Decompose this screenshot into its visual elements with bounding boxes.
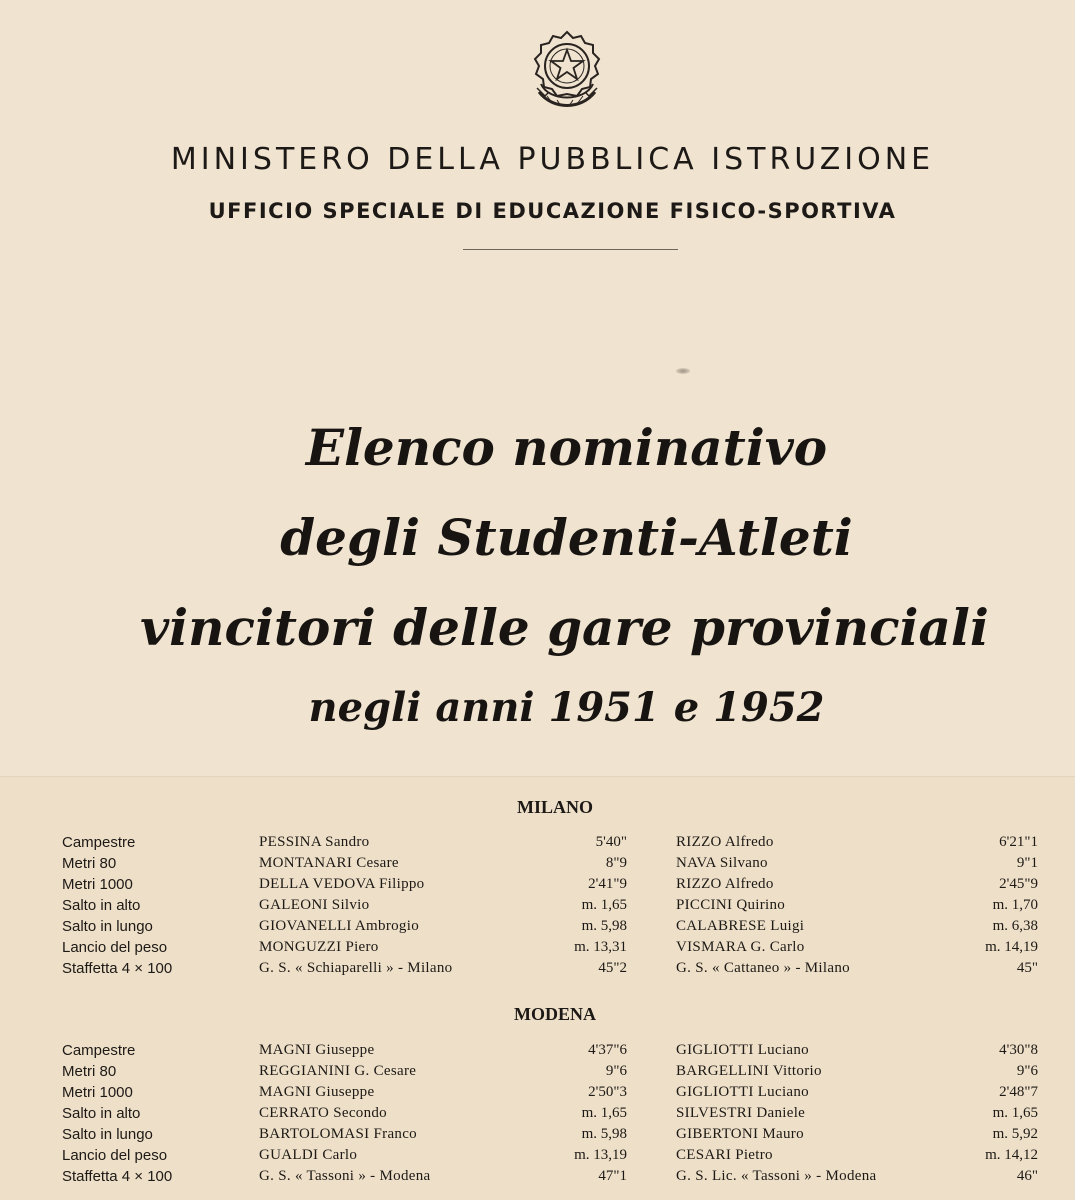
- winner-1952: GIGLIOTTI Luciano: [676, 1084, 809, 1100]
- winner-1952: RIZZO Alfredo: [676, 834, 774, 850]
- result-1952: 9"1: [1016, 855, 1038, 871]
- winner-1951: MONGUZZI Piero: [259, 939, 379, 955]
- title-line-3: vincitori delle gare provinciali: [140, 598, 989, 657]
- title-line-4: negli anni 1951 e 1952: [308, 684, 825, 731]
- winner-1951: CERRATO Secondo: [259, 1105, 387, 1121]
- winner-1951: PESSINA Sandro: [259, 834, 370, 850]
- result-1951: 47"1: [598, 1168, 627, 1184]
- result-1951: m. 5,98: [581, 918, 627, 934]
- result-1952: 2'45"9: [999, 876, 1038, 892]
- result-1952: m. 14,12: [985, 1147, 1038, 1163]
- result-row: [0, 1147, 1075, 1168]
- result-1952: 45": [1016, 960, 1038, 976]
- winner-1952: G. S. « Cattaneo » - Milano: [676, 960, 850, 976]
- result-1952: 9"6: [1016, 1063, 1038, 1079]
- winner-1952: BARGELLINI Vittorio: [676, 1063, 822, 1079]
- winner-1951: MONTANARI Cesare: [259, 855, 399, 871]
- winner-1952: GIBERTONI Mauro: [676, 1126, 804, 1142]
- result-1951: m. 13,31: [574, 939, 627, 955]
- event-name: Salto in lungo: [62, 1126, 153, 1143]
- result-1951: 9"6: [605, 1063, 627, 1079]
- result-1952: m. 6,38: [992, 918, 1038, 934]
- winner-1951: REGGIANINI G. Cesare: [259, 1063, 417, 1079]
- result-row: [0, 876, 1075, 897]
- city-heading-milano: MILANO: [517, 797, 593, 817]
- winner-1952: GIGLIOTTI Luciano: [676, 1042, 809, 1058]
- result-row: [0, 1084, 1075, 1105]
- winner-1952: CESARI Pietro: [676, 1147, 773, 1163]
- result-row: [0, 855, 1075, 876]
- result-1951: m. 5,98: [581, 1126, 627, 1142]
- winner-1951: G. S. « Schiaparelli » - Milano: [259, 960, 453, 976]
- event-name: Metri 1000: [62, 876, 133, 893]
- result-row: [0, 1168, 1075, 1189]
- paper-speck: [676, 368, 690, 374]
- winner-1952: CALABRESE Luigi: [676, 918, 805, 934]
- result-row: [0, 1126, 1075, 1147]
- winner-1951: MAGNI Giuseppe: [259, 1084, 375, 1100]
- result-1952: m. 5,92: [992, 1126, 1038, 1142]
- event-name: Metri 80: [62, 855, 117, 872]
- result-1951: m. 13,19: [574, 1147, 627, 1163]
- event-name: Salto in lungo: [62, 918, 153, 935]
- event-name: Staffetta 4 × 100: [62, 1168, 173, 1185]
- winner-1952: RIZZO Alfredo: [676, 876, 774, 892]
- result-1952: m. 14,19: [985, 939, 1038, 955]
- result-1951: 2'50"3: [588, 1084, 627, 1100]
- result-row: [0, 1105, 1075, 1126]
- result-1952: m. 1,70: [992, 897, 1038, 913]
- winner-1951: GUALDI Carlo: [259, 1147, 358, 1163]
- result-1952: 46": [1016, 1168, 1038, 1184]
- result-1951: 4'37"6: [588, 1042, 627, 1058]
- ministry-heading: MINISTERO DELLA PUBBLICA ISTRUZIONE: [170, 142, 935, 177]
- result-row: [0, 1042, 1075, 1063]
- result-row: [0, 1063, 1075, 1084]
- result-1951: m. 1,65: [581, 897, 627, 913]
- winner-1952: SILVESTRI Daniele: [676, 1105, 806, 1121]
- winner-1952: VISMARA G. Carlo: [676, 939, 805, 955]
- event-name: Lancio del peso: [62, 939, 168, 956]
- winner-1951: GALEONI Silvio: [259, 897, 370, 913]
- event-name: Campestre: [62, 1042, 136, 1059]
- event-name: Salto in alto: [62, 897, 141, 914]
- result-1951: m. 1,65: [581, 1105, 627, 1121]
- winner-1951: G. S. « Tassoni » - Modena: [259, 1168, 431, 1184]
- winner-1951: BARTOLOMASI Franco: [259, 1126, 417, 1142]
- result-row: [0, 834, 1075, 855]
- result-1951: 45"2: [598, 960, 627, 976]
- result-1951: 2'41"9: [588, 876, 627, 892]
- event-name: Campestre: [62, 834, 136, 851]
- title-line-1: Elenco nominativo: [305, 418, 828, 477]
- header-divider: [463, 249, 678, 250]
- winner-1952: PICCINI Quirino: [676, 897, 786, 913]
- result-1952: m. 1,65: [992, 1105, 1038, 1121]
- city-heading-modena: MODENA: [514, 1004, 596, 1024]
- event-name: Lancio del peso: [62, 1147, 168, 1164]
- winner-1951: DELLA VEDOVA Filippo: [259, 876, 425, 892]
- title-line-2: degli Studenti-Atleti: [280, 508, 853, 567]
- event-name: Metri 80: [62, 1063, 117, 1080]
- result-1952: 2'48"7: [999, 1084, 1038, 1100]
- republic-emblem-icon: [527, 26, 607, 112]
- result-row: [0, 960, 1075, 981]
- result-1952: 4'30"8: [999, 1042, 1038, 1058]
- winner-1951: GIOVANELLI Ambrogio: [259, 918, 419, 934]
- result-1951: 8"9: [605, 855, 627, 871]
- winner-1952: G. S. Lic. « Tassoni » - Modena: [676, 1168, 877, 1184]
- result-row: [0, 939, 1075, 960]
- winner-1952: NAVA Silvano: [676, 855, 768, 871]
- event-name: Salto in alto: [62, 1105, 141, 1122]
- winner-1951: MAGNI Giuseppe: [259, 1042, 375, 1058]
- event-name: Metri 1000: [62, 1084, 133, 1101]
- result-1951: 5'40": [595, 834, 627, 850]
- office-subheading: UFFICIO SPECIALE DI EDUCAZIONE FISICO-SPORTIVA: [208, 199, 897, 223]
- result-row: [0, 918, 1075, 939]
- event-name: Staffetta 4 × 100: [62, 960, 173, 977]
- result-row: [0, 897, 1075, 918]
- result-1952: 6'21"1: [999, 834, 1038, 850]
